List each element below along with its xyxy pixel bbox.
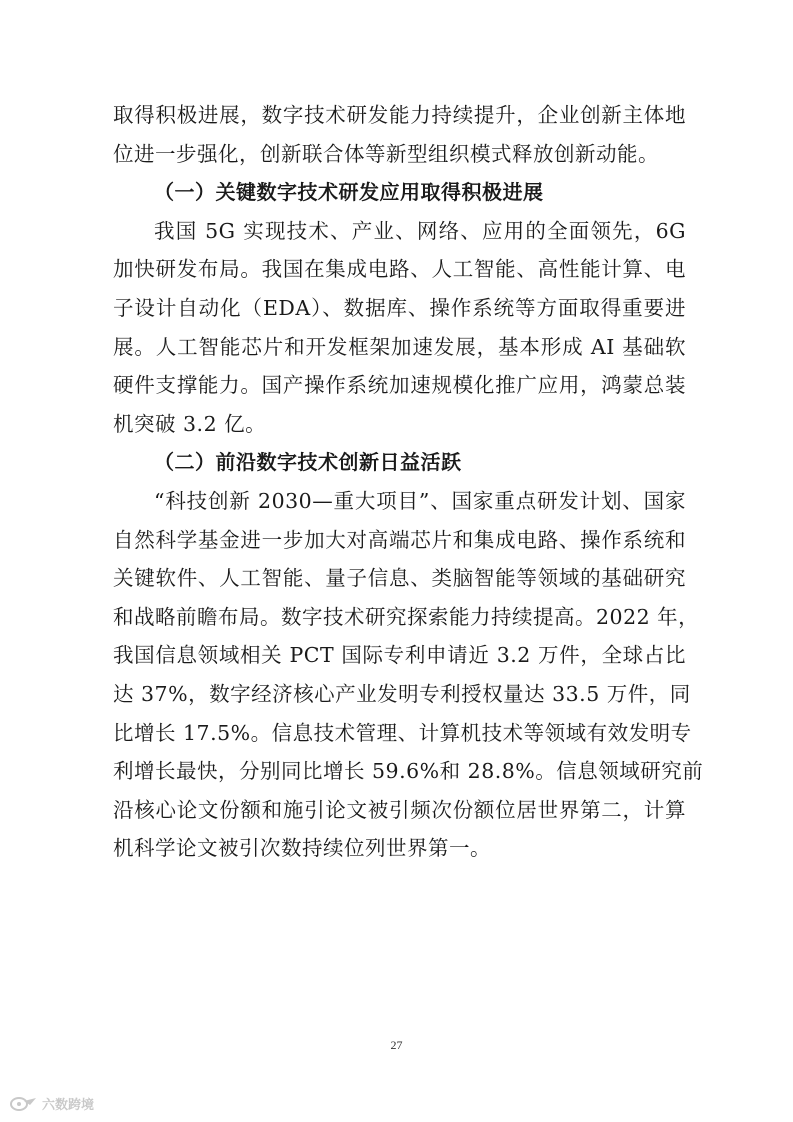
- paragraph: [113, 96, 686, 173]
- text-line: 沿核心论文份额和施引论文被引频次份额位居世界第二，计算: [113, 797, 686, 822]
- text-line: 我国 5G 实现技术、产业、网络、应用的全面领先，6G: [154, 218, 686, 243]
- section-heading: （一）关键数字技术研发应用取得积极进展: [154, 180, 544, 205]
- text-line: 利增长最快，分别同比增长 59.6%和 28.8%。信息领域研究前: [113, 759, 704, 784]
- text-line: 比增长 17.5%。信息技术管理、计算机技术等领域有效发明专: [113, 720, 692, 745]
- text-line: 机突破 3.2 亿。: [113, 411, 267, 436]
- text-line: 硬件支撑能力。国产操作系统加速规模化推广应用，鸿蒙总装: [113, 373, 686, 398]
- text-line: 和战略前瞻布局。数字技术研究探索能力持续提高。2022 年，: [113, 604, 700, 629]
- text-line: 加快研发布局。我国在集成电路、人工智能、高性能计算、电: [113, 257, 686, 282]
- text-line: 子设计自动化（EDA）、数据库、操作系统等方面取得重要进: [113, 295, 686, 320]
- text-line: 位进一步强化，创新联合体等新型组织模式释放创新动能。: [113, 141, 659, 166]
- paragraph: [113, 212, 686, 444]
- section-heading: （二）前沿数字技术创新日益活跃: [154, 450, 462, 475]
- paragraph: [113, 482, 704, 868]
- text-line: 展。人工智能芯片和开发框架加速发展，基本形成 AI 基础软: [113, 334, 686, 359]
- watermark: [8, 1094, 94, 1113]
- text-line: 取得积极进展，数字技术研发能力持续提升，企业创新主体地: [113, 103, 686, 127]
- page-number: 27: [390, 1038, 403, 1052]
- text-line: 关键软件、人工智能、量子信息、类脑智能等领域的基础研究: [113, 566, 686, 591]
- text-line: 机科学论文被引次数持续位列世界第一。: [113, 836, 491, 861]
- document-body: [113, 96, 704, 868]
- rocket-logo-icon: [8, 1095, 38, 1113]
- text-line: “科技创新 2030—重大项目”、国家重点研发计划、国家: [154, 488, 686, 513]
- text-line: 自然科学基金进一步加大对高端芯片和集成电路、操作系统和: [113, 527, 686, 552]
- text-line: 我国信息领域相关 PCT 国际专利申请近 3.2 万件，全球占比: [113, 643, 686, 668]
- watermark-text: 六数跨境: [42, 1098, 95, 1113]
- text-line: 达 37%，数字经济核心产业发明专利授权量达 33.5 万件，同: [113, 681, 691, 706]
